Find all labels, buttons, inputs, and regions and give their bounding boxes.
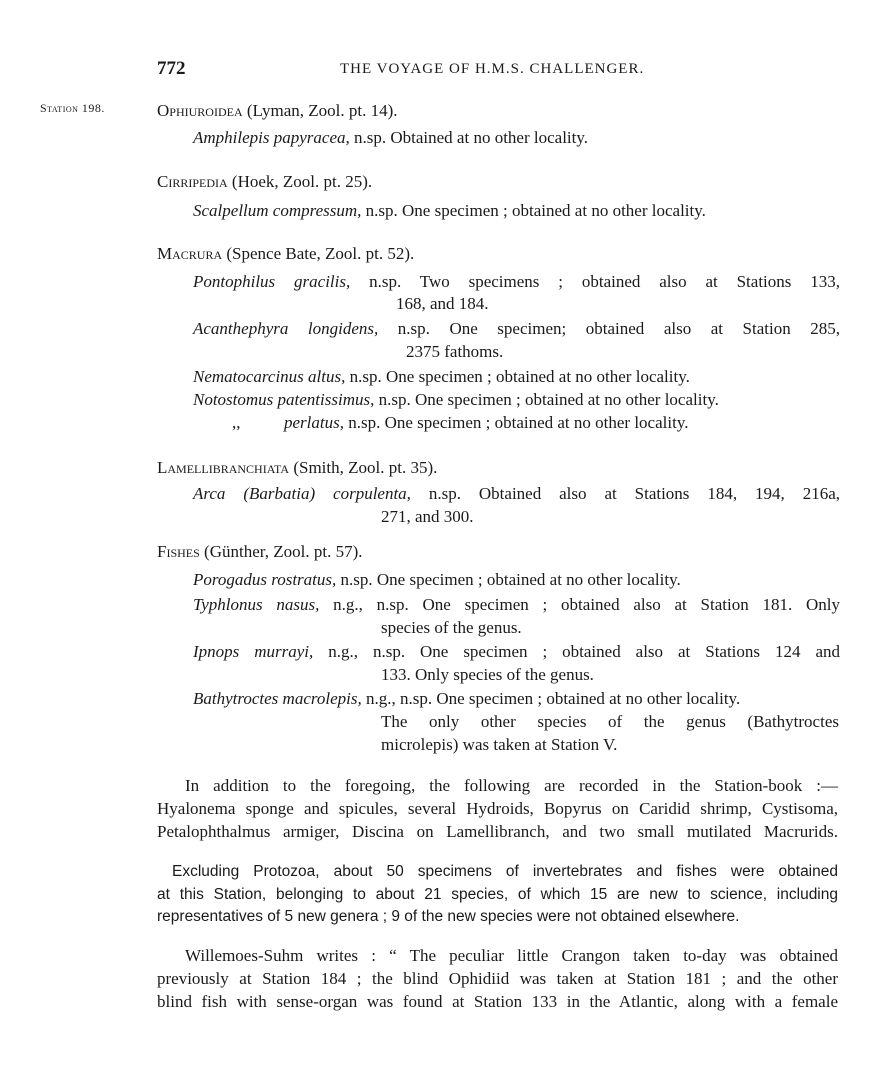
addition-line: Petalophthalmus armiger, Discina on Lamellibranch, and two small mutilated Macrurids. [157, 822, 838, 841]
group-heading: Lamellibranchiata (Smith, Zool. pt. 35). [157, 458, 438, 477]
station-label: Station 198. [40, 101, 105, 115]
running-title: THE VOYAGE OF H.M.S. CHALLENGER. [340, 61, 645, 77]
species-continuation: 168, and 184. [396, 294, 489, 313]
species-entry: perlatus, n.sp. One specimen ; obtained at no other locality. [284, 413, 689, 432]
ditto-mark: ,, [232, 413, 241, 432]
summary-line: at this Station, belonging to about 21 species, of which 15 are new to science, including [157, 886, 838, 903]
species-entry: Scalpellum compressum, n.sp. One specimen ; obtained at no other locality. [193, 201, 706, 220]
species-continuation: 271, and 300. [381, 507, 474, 526]
species-continuation: species of the genus. [381, 618, 522, 637]
species-entry: Pontophilus gracilis, n.sp. Two specimens ; obtained also at Stations 133, [193, 272, 840, 291]
summary-line: representatives of 5 new genera ; 9 of the new species were not obtained elsewhere. [157, 908, 740, 925]
page-number: 772 [157, 58, 186, 79]
species-entry: Porogadus rostratus, n.sp. One specimen ; obtained at no other locality. [193, 570, 681, 589]
species-entry: Amphilepis papyracea, n.sp. Obtained at no other locality. [193, 128, 589, 147]
quote-line: Willemoes-Suhm writes : “ The peculiar little Crangon taken to-day was obtained [185, 946, 838, 965]
species-entry: Ipnops murrayi, n.g., n.sp. One specimen ; obtained also at Stations 124 and [193, 642, 840, 661]
species-continuation: microlepis) was taken at Station V. [381, 735, 618, 754]
addition-line: In addition to the foregoing, the following are recorded in the Station-book :— [185, 776, 838, 795]
group-heading: Macrura (Spence Bate, Zool. pt. 52). [157, 244, 415, 263]
species-entry: Typhlonus nasus, n.g., n.sp. One specimen ; obtained also at Station 181. Only [193, 595, 840, 614]
summary-line: Excluding Protozoa, about 50 specimens of invertebrates and fishes were obtained [172, 863, 838, 880]
species-continuation: The only other species of the genus (Bathytroctes [381, 712, 839, 731]
group-heading: Cirripedia (Hoek, Zool. pt. 25). [157, 172, 373, 191]
group-heading: Ophiuroidea (Lyman, Zool. pt. 14). [157, 101, 398, 120]
species-continuation: 2375 fathoms. [406, 342, 504, 361]
addition-line: Hyalonema sponge and spicules, several Hydroids, Bopyrus on Caridid shrimp, Cystisoma, [157, 799, 838, 818]
species-entry: Bathytroctes macrolepis, n.g., n.sp. One specimen ; obtained at no other locality. [193, 689, 741, 708]
species-continuation: 133. Only species of the genus. [381, 665, 594, 684]
species-entry: Acanthephyra longidens, n.sp. One specimen; obtained also at Station 285, [193, 319, 841, 338]
species-entry: Arca (Barbatia) corpulenta, n.sp. Obtained also at Stations 184, 194, 216a, [193, 484, 840, 503]
quote-line: blind fish with sense-organ was found at Station 133 in the Atlantic, along with a female [157, 992, 838, 1011]
group-heading: Fishes (Günther, Zool. pt. 57). [157, 542, 363, 561]
species-entry: Notostomus patentissimus, n.sp. One specimen ; obtained at no other locality. [193, 390, 719, 409]
species-entry: Nematocarcinus altus, n.sp. One specimen ; obtained at no other locality. [193, 367, 690, 386]
quote-line: previously at Station 184 ; the blind Ophidiid was taken at Station 181 ; and the other [157, 969, 838, 988]
